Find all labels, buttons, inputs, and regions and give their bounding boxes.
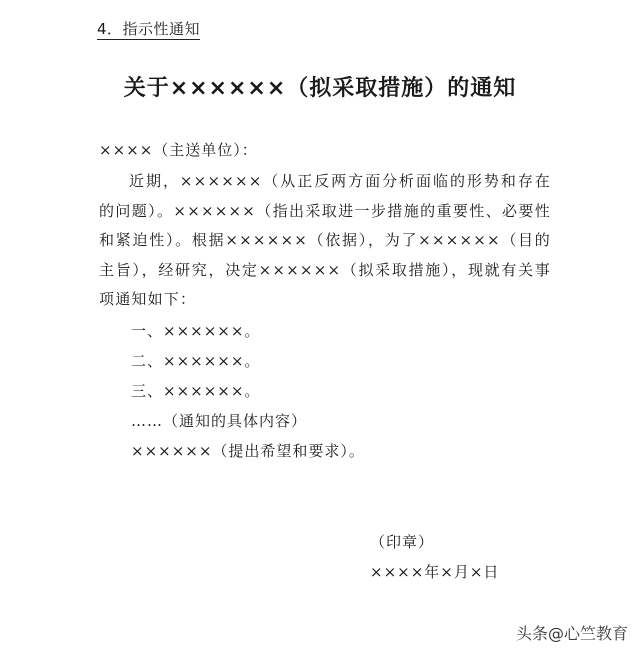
date-line: ××××年×月×日 (370, 563, 500, 581)
list-item: ……（通知的具体内容） (131, 412, 308, 430)
list-item: ××××××（提出希望和要求）。 (131, 442, 365, 460)
list-item: 一、××××××。 (131, 322, 261, 340)
seal-placeholder: （印章） (370, 533, 435, 551)
document-title: 关于××××××（拟采取措施）的通知 (123, 76, 517, 101)
list-item: 二、××××××。 (131, 352, 261, 370)
recipient-line: ××××（主送单位）： (99, 141, 258, 159)
watermark: 头条@心竺教育 (515, 624, 628, 643)
section-label: 4．指示性通知 (97, 20, 201, 38)
item-list (131, 316, 365, 466)
body-paragraph: 近期，××××××（从正反两方面分析面临的形势和存在的问题）。××××××（指出采取进一步措施的重要性、必要性和紧迫性）。根据××××××（依据），为了××××××（目的主旨），经研究，决定××××××（拟采取措施），现就有关事项通知如下： (99, 172, 551, 308)
list-item: 三、××××××。 (131, 382, 261, 400)
